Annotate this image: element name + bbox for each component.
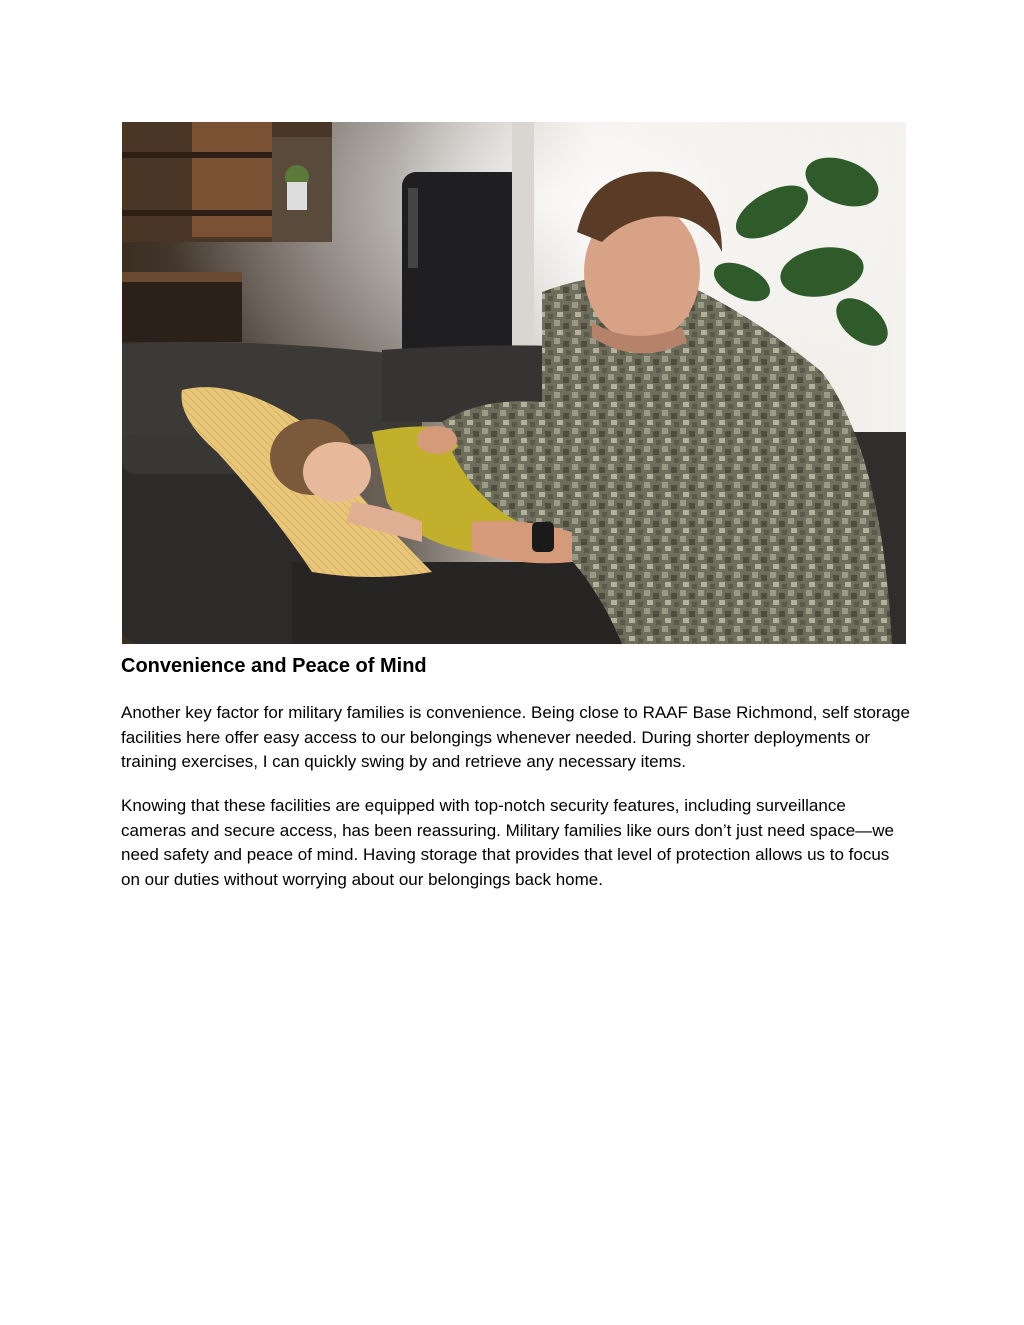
paragraph-security: Knowing that these facilities are equipped with top-notch security features, including surveillance cameras and secure access, has been reassuring. Military families like ours don’t just need space—we need safety and peace of mind. Having storage that provides that level of protection allows us to focus on our duties without worrying about our belongings back home. <box>121 796 894 889</box>
section-heading: Convenience and Peace of Mind <box>121 655 427 677</box>
paragraph-convenience: Another key factor for military families is convenience. Being close to RAAF Base Richmond, self storage facilities here offer easy access to our belongings whenever needed. During shorter deployments or training exercises, I can quickly swing by and retrieve any necessary items. <box>121 703 910 771</box>
hero-photo-illustration <box>122 122 906 644</box>
hero-photo <box>122 122 906 644</box>
